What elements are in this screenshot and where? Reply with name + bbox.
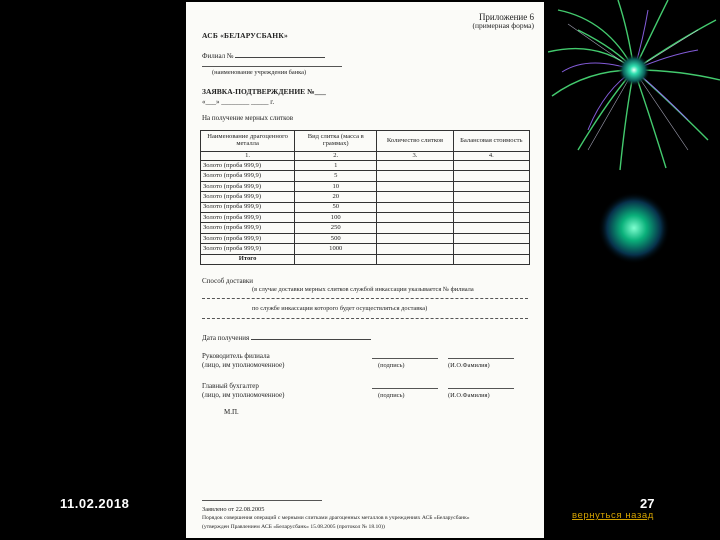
metal-cell: Золото (проба 999,9)	[201, 181, 295, 191]
count-cell	[377, 192, 453, 202]
head-name-caption: (И.О.Фамилия)	[448, 362, 490, 369]
metal-cell: Золото (проба 999,9)	[201, 161, 295, 171]
count-cell	[377, 202, 453, 212]
value-cell	[453, 192, 529, 202]
table-row	[201, 223, 530, 233]
appendix-subtitle: (примерная форма)	[472, 21, 534, 31]
delivery-note-1: (в случае доставки мерных слитков службой инкассации указывается № филиала	[252, 286, 474, 293]
branch-line	[202, 50, 325, 60]
accountant-sub: (лицо, им уполномоченное)	[202, 391, 285, 399]
table-row	[201, 233, 530, 243]
metal-cell: Золото (проба 999,9)	[201, 192, 295, 202]
decorative-firework-graphic	[548, 0, 720, 300]
delivery-label: Способ доставки	[202, 277, 254, 285]
metal-cell: Золото (проба 999,9)	[201, 171, 295, 181]
metal-cell: Золото (проба 999,9)	[201, 223, 295, 233]
delivery-line	[202, 298, 528, 299]
value-cell	[453, 244, 529, 254]
request-date: «___» ________ _____ г.	[202, 98, 275, 106]
receipt-date-line	[202, 332, 371, 342]
table-row	[201, 244, 530, 254]
request-purpose: На получение мерных слитков	[202, 114, 294, 122]
count-cell	[377, 233, 453, 243]
mass-cell: 10	[295, 181, 377, 191]
table-row	[201, 212, 530, 222]
count-cell	[377, 244, 453, 254]
table-row	[201, 192, 530, 202]
head-name-line	[448, 358, 514, 359]
footer-line-2: Порядок совершения операций с мерными слитками драгоценных металлов в учреждениях АСБ «Беларусбанк»	[202, 515, 470, 521]
total-cell	[295, 254, 377, 264]
total-cell	[453, 254, 529, 264]
receipt-date-blank	[251, 332, 371, 340]
col-mass-header: Вид слитка (масса в граммах)	[295, 131, 377, 152]
scanned-form	[186, 2, 544, 538]
col-number: 3.	[377, 152, 453, 161]
receipt-date-label: Дата получения	[202, 334, 250, 342]
count-cell	[377, 181, 453, 191]
col-metal-header: Наименование драгоценного металла	[201, 131, 295, 152]
branch-blank	[235, 50, 325, 58]
bank-name: АСБ «БЕЛАРУСБАНК»	[202, 31, 288, 40]
branch-label: Филиал №	[202, 52, 234, 60]
delivery-note-2: по службе инкассации которого будет осуществляться доставка)	[252, 305, 428, 312]
mass-cell: 5	[295, 171, 377, 181]
slide-date: 11.02.2018	[60, 496, 130, 511]
total-cell	[377, 254, 453, 264]
table-row	[201, 202, 530, 212]
request-title: ЗАЯВКА-ПОДТВЕРЖДЕНИЕ №___	[202, 87, 326, 96]
col-number: 4.	[453, 152, 529, 161]
appendix-title: Приложение 6	[478, 12, 534, 22]
accountant-name-line	[448, 388, 514, 389]
metal-cell: Золото (проба 999,9)	[201, 212, 295, 222]
accountant-name-caption: (И.О.Фамилия)	[448, 392, 490, 399]
count-cell	[377, 223, 453, 233]
table-row	[201, 181, 530, 191]
value-cell	[453, 233, 529, 243]
table-row	[201, 161, 530, 171]
footer-rule	[202, 500, 322, 501]
col-number: 2.	[295, 152, 377, 161]
stamp-label: М.П.	[224, 408, 239, 416]
metal-cell: Золото (проба 999,9)	[201, 233, 295, 243]
col-value-header: Балансовая стоимость	[453, 131, 529, 152]
slide-page-number: 27	[640, 496, 655, 511]
footer-line-1: Заявлено от 22.08.2005	[202, 506, 265, 513]
table-row	[201, 171, 530, 181]
head-sign-line	[372, 358, 438, 359]
mass-cell: 250	[295, 223, 377, 233]
footer-line-3: (утвержден Правлением АСБ «Беларусбанк» 15.08.2005 (протокол № 18.10))	[202, 524, 385, 530]
total-row	[201, 254, 530, 264]
col-number: 1.	[201, 152, 295, 161]
count-cell	[377, 212, 453, 222]
count-cell	[377, 161, 453, 171]
head-sign-caption: (подпись)	[378, 362, 405, 369]
value-cell	[453, 223, 529, 233]
branch-underline	[202, 66, 342, 67]
back-link[interactable]: вернуться назад	[572, 510, 654, 521]
mass-cell: 20	[295, 192, 377, 202]
count-cell	[377, 171, 453, 181]
value-cell	[453, 202, 529, 212]
mass-cell: 50	[295, 202, 377, 212]
appendix-heading	[472, 12, 534, 31]
col-count-header: Количество слитков	[377, 131, 453, 152]
branch-caption: (наименование учреждения банка)	[212, 69, 307, 76]
metal-cell: Золото (проба 999,9)	[201, 202, 295, 212]
head-sub: (лицо, им уполномоченное)	[202, 361, 285, 369]
value-cell	[453, 161, 529, 171]
accountant-sign-line	[372, 388, 438, 389]
accountant-sign-caption: (подпись)	[378, 392, 405, 399]
value-cell	[453, 171, 529, 181]
mass-cell: 1	[295, 161, 377, 171]
delivery-line	[202, 318, 528, 319]
ingot-table	[200, 130, 530, 265]
metal-cell: Золото (проба 999,9)	[201, 244, 295, 254]
head-label: Руководитель филиала	[202, 352, 270, 360]
value-cell	[453, 181, 529, 191]
accountant-label: Главный бухгалтер	[202, 382, 259, 390]
mass-cell: 1000	[295, 244, 377, 254]
mass-cell: 500	[295, 233, 377, 243]
mass-cell: 100	[295, 212, 377, 222]
value-cell	[453, 212, 529, 222]
total-label: Итого	[201, 254, 295, 264]
